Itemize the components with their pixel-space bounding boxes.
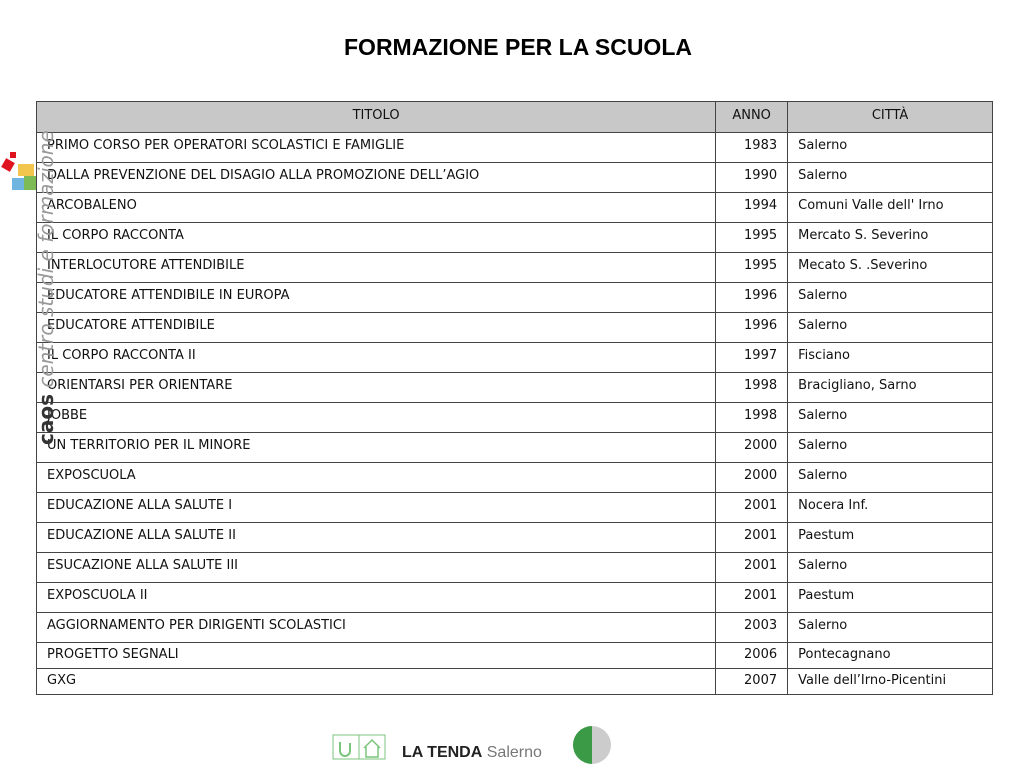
cell-titolo: PRIMO CORSO PER OPERATORI SCOLASTICI E FAMIGLIE [37,133,716,163]
table-row [37,133,993,163]
cell-citta: Paestum [788,583,993,613]
cell-citta: Salerno [788,433,993,463]
cell-anno: 1998 [716,403,788,433]
cell-anno: 2001 [716,493,788,523]
cell-anno: 1998 [716,373,788,403]
cell-titolo: EDUCATORE ATTENDIBILE [37,313,716,343]
cell-citta: Salerno [788,313,993,343]
cell-titolo: UN TERRITORIO PER IL MINORE [37,433,716,463]
header-citta: CITTÀ [788,102,993,133]
cell-titolo: DALLA PREVENZIONE DEL DISAGIO ALLA PROMOZIONE DELL’AGIO [37,163,716,193]
cell-titolo: INTERLOCUTORE ATTENDIBILE [37,253,716,283]
cell-citta: Mecato S. .Severino [788,253,993,283]
table-row [37,523,993,553]
table-row [37,553,993,583]
table-row [37,613,993,643]
cell-citta: Bracigliano, Sarno [788,373,993,403]
cell-titolo: ESUCAZIONE ALLA SALUTE III [37,553,716,583]
cell-titolo: ARCOBALENO [37,193,716,223]
cell-citta: Fisciano [788,343,993,373]
table-row [37,193,993,223]
cell-citta: Salerno [788,613,993,643]
cell-titolo: IL CORPO RACCONTA II [37,343,716,373]
table-row [37,313,993,343]
cell-citta: Mercato S. Severino [788,223,993,253]
cell-citta: Salerno [788,133,993,163]
cell-anno: 1997 [716,343,788,373]
footer-logo [330,724,620,764]
cell-citta: Salerno [788,283,993,313]
cell-anno: 1990 [716,163,788,193]
table-row [37,583,993,613]
cell-citta: Paestum [788,523,993,553]
cell-anno: 2007 [716,669,788,695]
table-row [37,223,993,253]
cell-anno: 2001 [716,583,788,613]
cell-titolo: ORIENTARSI PER ORIENTARE [37,373,716,403]
cell-titolo: EXPOSCUOLA [37,463,716,493]
footer-city: Salerno [486,744,542,761]
cell-titolo: EDUCATORE ATTENDIBILE IN EUROPA [37,283,716,313]
cell-titolo: EXPOSCUOLA II [37,583,716,613]
cell-anno: 1996 [716,283,788,313]
cell-citta: Pontecagnano [788,643,993,669]
cell-citta: Salerno [788,553,993,583]
table-row [37,493,993,523]
cell-citta: Salerno [788,463,993,493]
home-icon [332,734,388,762]
table-row [37,669,993,695]
cell-titolo: IL CORPO RACCONTA [37,223,716,253]
cell-titolo: GXG [37,669,716,695]
table-row [37,253,993,283]
cell-anno: 2000 [716,433,788,463]
cell-anno: 2001 [716,553,788,583]
table-row [37,643,993,669]
cell-citta: Valle dell’Irno-Picentini [788,669,993,695]
cell-anno: 2006 [716,643,788,669]
table-row [37,283,993,313]
cell-titolo: EDUCAZIONE ALLA SALUTE II [37,523,716,553]
cell-titolo: PROGETTO SEGNALI [37,643,716,669]
cell-titolo: AGGIORNAMENTO PER DIRIGENTI SCOLASTICI [37,613,716,643]
cell-titolo: JOBBE [37,403,716,433]
cell-anno: 2000 [716,463,788,493]
cell-citta: Salerno [788,403,993,433]
page-title: FORMAZIONE PER LA SCUOLA [344,34,692,60]
cell-citta: Nocera Inf. [788,493,993,523]
header-anno: ANNO [716,102,788,133]
table-header [37,102,993,133]
table-row [37,163,993,193]
cell-anno: 1996 [716,313,788,343]
globe-icon [570,724,616,766]
cell-anno: 1995 [716,253,788,283]
table-row [37,433,993,463]
cell-citta: Salerno [788,163,993,193]
cell-anno: 1994 [716,193,788,223]
cell-anno: 1995 [716,223,788,253]
cell-anno: 1983 [716,133,788,163]
cell-anno: 2001 [716,523,788,553]
table-row [37,343,993,373]
header-titolo: TITOLO [37,102,716,133]
table-row [37,403,993,433]
cell-titolo: EDUCAZIONE ALLA SALUTE I [37,493,716,523]
table-row [37,373,993,403]
cell-citta: Comuni Valle dell' Irno [788,193,993,223]
footer-brand: LA TENDA [402,744,483,761]
cell-anno: 2003 [716,613,788,643]
caos-tagline: caos centro studi e formazione [34,130,58,445]
table-row [37,463,993,493]
formazione-table [36,101,993,695]
